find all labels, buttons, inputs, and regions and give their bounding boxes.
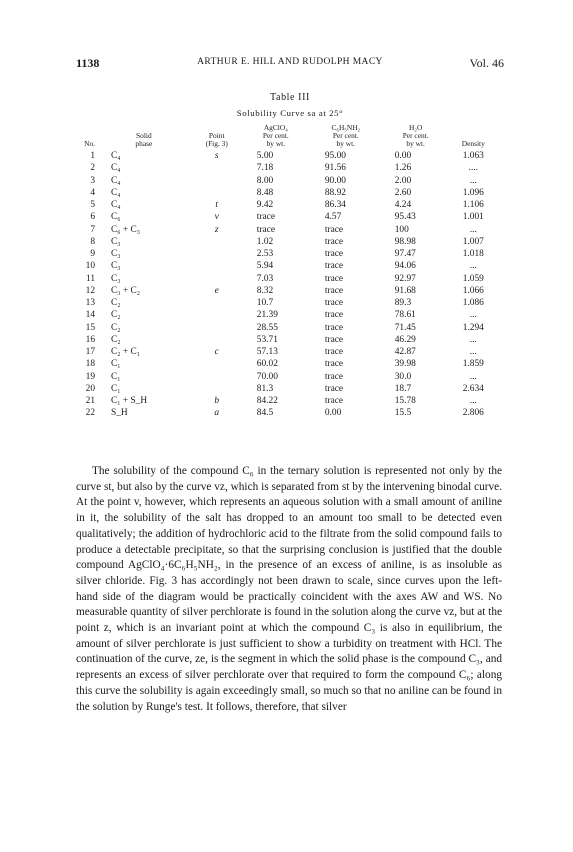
cell-aniline: 88.92 bbox=[324, 187, 346, 198]
cell-agclo4: 9.42 bbox=[256, 200, 274, 211]
table-row bbox=[76, 297, 496, 309]
cell-agclo4: 2.53 bbox=[256, 249, 274, 260]
cell-agclo4: 8.00 bbox=[256, 175, 274, 186]
table-row bbox=[76, 285, 496, 297]
cell-water: 4.24 bbox=[394, 200, 412, 211]
cell-phase: C₃ bbox=[111, 261, 121, 272]
cell-density: 1.066 bbox=[462, 285, 484, 296]
cell-phase: C₆ + C₃ bbox=[111, 224, 141, 235]
cell-phase: C₄ bbox=[111, 175, 121, 186]
cell-point bbox=[193, 236, 241, 248]
cell-density: 1.001 bbox=[462, 212, 484, 223]
cell-point bbox=[193, 371, 241, 383]
cell-point bbox=[193, 334, 241, 346]
cell-phase: C₄ bbox=[111, 200, 121, 211]
cell-water: 18.7 bbox=[394, 383, 412, 394]
cell-agclo4: 5.94 bbox=[256, 261, 274, 272]
cell-point bbox=[193, 248, 241, 260]
table-row bbox=[76, 395, 496, 407]
cell-phase: C₂ bbox=[111, 310, 121, 321]
cell-no: 7 bbox=[90, 224, 96, 235]
volume-label: Vol. 46 bbox=[469, 56, 504, 70]
cell-water: 1.26 bbox=[394, 163, 412, 174]
cell-aniline: trace bbox=[324, 285, 344, 296]
cell-phase: C₄ bbox=[111, 151, 121, 162]
col-header-phase: Solid phase bbox=[135, 131, 153, 148]
table-row bbox=[76, 260, 496, 272]
cell-no: 11 bbox=[86, 273, 96, 284]
cell-no: 4 bbox=[90, 187, 96, 198]
cell-no: 12 bbox=[85, 285, 96, 296]
cell-point bbox=[193, 175, 241, 187]
cell-phase: C₂ bbox=[111, 298, 121, 309]
cell-aniline: 86.34 bbox=[324, 200, 346, 211]
cell-density: 1.294 bbox=[462, 322, 484, 333]
cell-phase: C₃ + C₂ bbox=[111, 285, 141, 296]
running-title: ARTHUR E. HILL AND RUDOLPH MACY bbox=[197, 57, 383, 67]
cell-aniline: trace bbox=[324, 261, 344, 272]
cell-density: 1.106 bbox=[462, 200, 484, 211]
col-header-no: No. bbox=[84, 139, 96, 148]
cell-aniline: 0.00 bbox=[324, 408, 342, 419]
cell-no: 10 bbox=[85, 261, 96, 272]
cell-phase: C₂ bbox=[111, 322, 121, 333]
table-row bbox=[76, 175, 496, 187]
cell-point bbox=[193, 260, 241, 272]
cell-phase: C₃ bbox=[111, 236, 121, 247]
cell-water: 91.68 bbox=[394, 285, 416, 296]
cell-aniline: 4.57 bbox=[324, 212, 342, 223]
cell-water: 95.43 bbox=[394, 212, 416, 223]
table-row bbox=[76, 322, 496, 334]
cell-density: 1.059 bbox=[462, 273, 484, 284]
cell-water: 2.60 bbox=[394, 187, 412, 198]
cell-aniline: trace bbox=[324, 383, 344, 394]
cell-aniline: trace bbox=[324, 347, 344, 358]
table-header-row bbox=[76, 124, 496, 150]
cell-water: 42.87 bbox=[394, 347, 416, 358]
cell-water: 46.29 bbox=[394, 334, 416, 345]
cell-agclo4: 8.48 bbox=[256, 187, 274, 198]
cell-agclo4: trace bbox=[256, 212, 275, 223]
cell-no: 6 bbox=[90, 212, 96, 223]
cell-point: e bbox=[214, 285, 219, 296]
table-row bbox=[76, 248, 496, 260]
cell-aniline: trace bbox=[324, 298, 344, 309]
solubility-table bbox=[76, 124, 496, 420]
cell-agclo4: 53.71 bbox=[256, 334, 278, 345]
cell-density: 1.063 bbox=[462, 151, 484, 162]
cell-phase: C₂ bbox=[111, 334, 121, 345]
cell-agclo4: trace bbox=[256, 224, 275, 235]
cell-agclo4: 8.32 bbox=[256, 285, 274, 296]
cell-point: t bbox=[215, 200, 219, 211]
table-row bbox=[76, 383, 496, 395]
cell-point bbox=[193, 383, 241, 395]
cell-agclo4: 70.00 bbox=[256, 371, 278, 382]
cell-phase: C₆ bbox=[111, 212, 121, 223]
cell-aniline: 95.00 bbox=[324, 151, 346, 162]
cell-no: 17 bbox=[85, 347, 96, 358]
table-row bbox=[76, 199, 496, 211]
cell-density: 1.007 bbox=[462, 236, 484, 247]
table-row bbox=[76, 162, 496, 174]
table-row bbox=[76, 346, 496, 358]
cell-density: ... bbox=[469, 261, 477, 272]
cell-aniline: 91.56 bbox=[324, 163, 346, 174]
table-row bbox=[76, 211, 496, 223]
cell-water: 97.47 bbox=[394, 249, 416, 260]
cell-point bbox=[193, 322, 241, 334]
table-row bbox=[76, 224, 496, 236]
cell-aniline: trace bbox=[324, 396, 344, 407]
page-number: 1138 bbox=[76, 56, 100, 70]
cell-point bbox=[193, 297, 241, 309]
body-text bbox=[76, 464, 502, 715]
cell-agclo4: 7.18 bbox=[256, 163, 274, 174]
cell-phase: C₃ bbox=[111, 249, 121, 260]
cell-water: 89.3 bbox=[394, 298, 412, 309]
cell-phase: C₄ bbox=[111, 163, 121, 174]
cell-agclo4: 7.03 bbox=[256, 273, 274, 284]
cell-density: ... bbox=[469, 334, 477, 345]
cell-water: 98.98 bbox=[394, 236, 416, 247]
cell-water: 0.00 bbox=[394, 151, 412, 162]
cell-aniline: trace bbox=[324, 322, 344, 333]
cell-density: .... bbox=[468, 163, 478, 174]
table-row bbox=[76, 187, 496, 199]
cell-no: 16 bbox=[85, 334, 96, 345]
cell-no: 20 bbox=[85, 383, 96, 394]
cell-agclo4: 5.00 bbox=[256, 151, 274, 162]
cell-point bbox=[193, 358, 241, 370]
cell-no: 21 bbox=[85, 396, 96, 407]
cell-phase: C₂ + C₁ bbox=[111, 347, 141, 358]
cell-no: 18 bbox=[85, 359, 96, 370]
cell-water: 78.61 bbox=[394, 310, 416, 321]
table-title: Table III bbox=[270, 92, 310, 103]
cell-no: 19 bbox=[85, 371, 96, 382]
cell-aniline: trace bbox=[324, 273, 344, 284]
cell-density: 2.806 bbox=[462, 408, 484, 419]
cell-no: 9 bbox=[90, 249, 96, 260]
col-header-agclo4: AgClO₄ Per cent. by wt. bbox=[262, 123, 289, 148]
cell-phase: C₁ bbox=[111, 383, 121, 394]
cell-no: 1 bbox=[90, 151, 96, 162]
table-row bbox=[76, 358, 496, 370]
cell-phase: C₁ + S_H bbox=[111, 396, 148, 407]
col-header-water: H₂O Per cent. by wt. bbox=[402, 123, 429, 148]
cell-water: 71.45 bbox=[394, 322, 416, 333]
cell-point bbox=[193, 187, 241, 199]
cell-phase: C₁ bbox=[111, 371, 121, 382]
cell-aniline: trace bbox=[324, 371, 344, 382]
cell-point bbox=[193, 162, 241, 174]
cell-density: ... bbox=[469, 347, 477, 358]
cell-agclo4: 21.39 bbox=[256, 310, 278, 321]
cell-phase: S_H bbox=[111, 408, 128, 419]
cell-phase: C₃ bbox=[111, 273, 121, 284]
cell-density: 1.859 bbox=[462, 359, 484, 370]
cell-agclo4: 28.55 bbox=[256, 322, 278, 333]
table-row bbox=[76, 273, 496, 285]
table-subtitle: Solubility Curve sa at 25° bbox=[236, 108, 344, 118]
cell-no: 3 bbox=[90, 175, 96, 186]
cell-density: 2.634 bbox=[462, 383, 484, 394]
cell-density: 1.096 bbox=[462, 187, 484, 198]
cell-density: 1.086 bbox=[462, 298, 484, 309]
cell-aniline: trace bbox=[324, 310, 344, 321]
cell-aniline: trace bbox=[324, 249, 344, 260]
cell-density: ... bbox=[469, 396, 477, 407]
cell-phase: C₄ bbox=[111, 187, 121, 198]
cell-aniline: trace bbox=[324, 236, 344, 247]
cell-density: ... bbox=[469, 224, 477, 235]
cell-density: ... bbox=[469, 175, 477, 186]
cell-agclo4: 84.22 bbox=[256, 396, 278, 407]
table-row bbox=[76, 150, 496, 162]
cell-point: c bbox=[214, 347, 219, 358]
cell-aniline: trace bbox=[324, 359, 344, 370]
cell-aniline: trace bbox=[324, 224, 344, 235]
cell-no: 8 bbox=[90, 236, 96, 247]
cell-density: ... bbox=[469, 371, 477, 382]
cell-point: s bbox=[214, 151, 219, 162]
cell-water: 100 bbox=[394, 224, 409, 235]
table-body bbox=[76, 150, 496, 420]
cell-water: 15.5 bbox=[394, 408, 412, 419]
cell-point: a bbox=[214, 408, 220, 419]
cell-aniline: trace bbox=[324, 334, 344, 345]
cell-no: 5 bbox=[90, 200, 96, 211]
cell-water: 39.98 bbox=[394, 359, 416, 370]
cell-agclo4: 60.02 bbox=[256, 359, 278, 370]
body-paragraph: The solubility of the compound C₆ in the ternary solution is represented not only by the curve st, but also by the curve vz, which is separated from st by the intervening binodal curve. At the point v, however, which represents an aqueous solution with a small amount of aniline in it, the solubility of the salt has dropped to an amount too small to be detected even qualitatively; the addition of hydrochloric acid to the filtrate from the solid compound fails to produce a detectable precipitate, so that the surprising conclusion is justified that the double compound AgClO₄·6C₆H₅NH₂, in the presence of an excess of aniline, is as insoluble as silver chloride. Fig. 3 has accordingly not been drawn to scale, since curves upon the left-hand side of the diagram would be practically coincident with the axes AW and WS. No measurable quantity of silver perchlorate is found in the solution along the curve vz, but at the point z, which is an invariant point at which the compound C₃ is also in equilibrium, the amount of silver perchlorate is just sufficient to show a turbidity on treatment with HCl. The continuation of the curve, ze, is the segment in which the solid phase is the compound C₃, and represents an excess of silver perchlorate over that required to form the compound C₆; along this curve the solubility is again exceedingly small, so much so that no aniline can be found in the solution by Runge's test. It follows, therefore, that silver bbox=[76, 465, 502, 713]
table-row bbox=[76, 236, 496, 248]
col-header-point: Point (Fig. 3) bbox=[205, 131, 228, 148]
cell-agclo4: 81.3 bbox=[256, 383, 274, 394]
cell-aniline: 90.00 bbox=[324, 175, 346, 186]
cell-no: 2 bbox=[90, 163, 96, 174]
cell-water: 15.78 bbox=[394, 396, 416, 407]
cell-water: 2.00 bbox=[394, 175, 412, 186]
cell-point bbox=[193, 309, 241, 321]
cell-phase: C₁ bbox=[111, 359, 121, 370]
cell-water: 94.06 bbox=[394, 261, 416, 272]
cell-no: 14 bbox=[85, 310, 96, 321]
table-row bbox=[76, 309, 496, 321]
cell-no: 13 bbox=[85, 298, 96, 309]
table-row bbox=[76, 334, 496, 346]
cell-agclo4: 57.13 bbox=[256, 347, 278, 358]
cell-no: 15 bbox=[85, 322, 96, 333]
cell-water: 30.0 bbox=[394, 371, 412, 382]
table-row bbox=[76, 371, 496, 383]
cell-point bbox=[193, 273, 241, 285]
cell-point: v bbox=[214, 212, 219, 223]
cell-point: b bbox=[214, 396, 220, 407]
cell-density: 1.018 bbox=[462, 249, 484, 260]
cell-water: 92.97 bbox=[394, 273, 416, 284]
cell-agclo4: 10.7 bbox=[256, 298, 274, 309]
cell-point: z bbox=[214, 224, 219, 235]
cell-no: 22 bbox=[85, 408, 96, 419]
cell-agclo4: 1.02 bbox=[256, 236, 274, 247]
col-header-aniline: C₆H₅NH₂ Per cent. by wt. bbox=[331, 123, 361, 148]
cell-density: ... bbox=[469, 310, 477, 321]
cell-agclo4: 84.5 bbox=[256, 408, 274, 419]
table-row bbox=[76, 407, 496, 419]
col-header-density: Density bbox=[461, 139, 485, 148]
running-header bbox=[76, 56, 504, 72]
